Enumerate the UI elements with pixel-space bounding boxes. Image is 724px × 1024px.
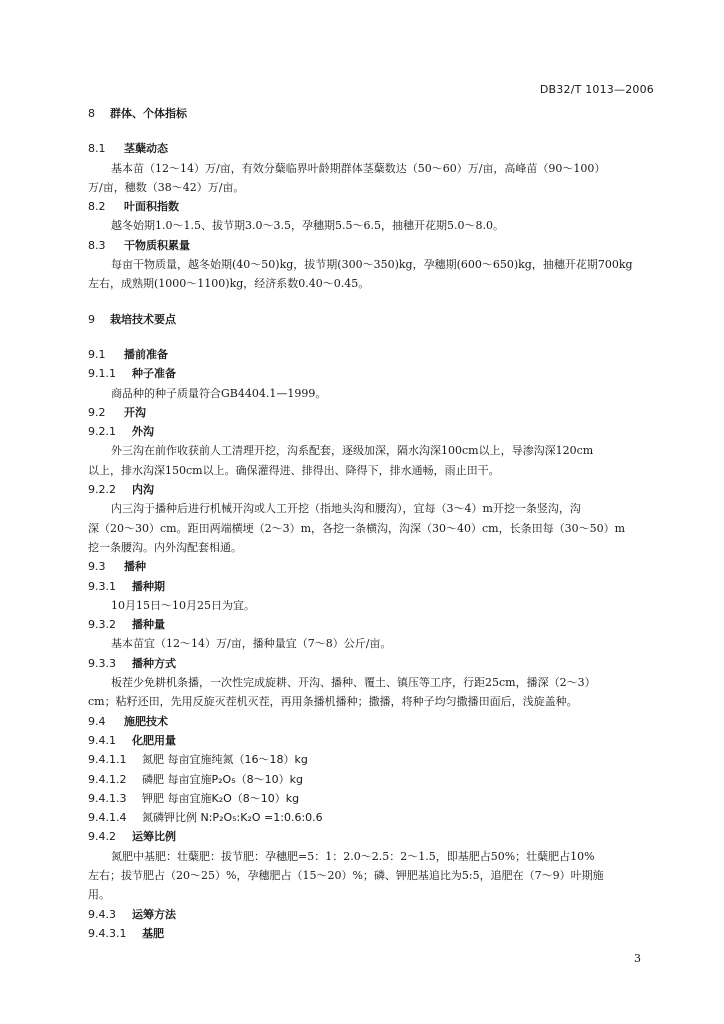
section-number: 8.1 — [88, 142, 106, 156]
section-title: 播前准备 — [124, 347, 168, 361]
document-body — [88, 104, 660, 943]
section-number: 9.3.1 — [88, 579, 116, 593]
section-number: 9.4.1.1 — [88, 753, 127, 767]
section-heading — [88, 827, 660, 846]
section-title: 施肥技术 — [124, 714, 168, 728]
section-heading — [88, 197, 660, 216]
paragraph-continuation: 左右；拔节肥占（20～25）%，孕穗肥占（15～20）%；磷、钾肥基追比为5:5，追肥在（7～9）叶期施 — [88, 868, 604, 882]
section-number: 9.4.1.3 — [88, 791, 127, 805]
section-heading — [88, 905, 660, 924]
section-heading — [88, 422, 660, 441]
section-title: 磷肥 每亩宜施P₂O₅（8～10）kg — [142, 772, 303, 786]
section-title: 种子准备 — [132, 367, 176, 381]
paragraph-line: 10月15日～10月25日为宜。 — [111, 598, 255, 612]
section-number: 9.2 — [88, 405, 106, 419]
section-number: 9.4.3 — [88, 907, 116, 921]
section-title: 外沟 — [132, 425, 154, 439]
section-number: 8 — [88, 107, 95, 120]
section-heading — [88, 345, 660, 364]
paragraph-line: 基本苗宜（12～14）万/亩，播种量宜（7～8）公斤/亩。 — [111, 637, 392, 651]
section-number: 9.3.3 — [88, 656, 116, 670]
section-heading — [88, 236, 660, 255]
section-number: 9.4.1.2 — [88, 772, 127, 786]
section-number: 9.1.1 — [88, 367, 116, 381]
paragraph-continuation: 左右，成熟期(1000～1100)kg，经济系数0.40～0.45。 — [88, 277, 370, 291]
section-number: 8.3 — [88, 238, 106, 252]
page-number: 3 — [634, 952, 641, 965]
section-heading — [88, 924, 660, 943]
paragraph-line: 越冬始期1.0～1.5、拔节期3.0～3.5，孕穗期5.5～6.5，抽穗开花期5.0～8.0。 — [111, 219, 504, 233]
section-heading — [88, 310, 660, 329]
section-title: 氮磷钾比例 N:P₂O₅:K₂O =1:0.6:0.6 — [142, 811, 323, 825]
section-title: 茎蘖动态 — [124, 142, 168, 156]
paragraph-continuation: 用。 — [88, 888, 110, 902]
section-number: 9.3.2 — [88, 618, 116, 632]
section-number: 9.4.2 — [88, 830, 116, 844]
section-heading — [88, 712, 660, 731]
section-number: 9.4.3.1 — [88, 926, 127, 940]
section-heading — [88, 139, 660, 158]
section-title: 钾肥 每亩宜施K₂O（8～10）kg — [142, 791, 300, 805]
section-title: 基肥 — [142, 926, 164, 940]
paragraph-line: 每亩干物质量，越冬始期(40～50)kg，拔节期(300～350)kg，孕穗期(600～650)kg，抽穗开花期700kg — [111, 258, 633, 272]
section-title: 播种量 — [132, 618, 165, 632]
section-title: 群体、个体指标 — [110, 107, 187, 120]
section-title: 化肥用量 — [132, 733, 176, 747]
paragraph-line: 外三沟在前作收获前人工清理开挖，沟系配套，逐级加深，隔水沟深100cm以上，导渗沟深120cm — [111, 444, 594, 458]
section-number: 9.1 — [88, 347, 106, 361]
section-gap — [88, 329, 660, 345]
section-heading — [88, 557, 660, 576]
section-heading — [88, 731, 660, 750]
paragraph-continuation: 万/亩，穗数（38～42）万/亩。 — [88, 180, 245, 194]
section-heading — [88, 615, 660, 634]
paragraph-continuation: cm；粘籽还田，先用反旋灭茬机灭茬，再用条播机播种；撒播，将种子均匀撒播田面后，浅旋盖种。 — [88, 695, 578, 709]
section-title: 内沟 — [132, 483, 154, 497]
section-number: 9.3 — [88, 560, 106, 574]
section-title: 运筹方法 — [132, 907, 176, 921]
section-title: 运筹比例 — [132, 830, 176, 844]
section-title: 氮肥 每亩宜施纯氮（16～18）kg — [142, 753, 308, 767]
section-heading — [88, 577, 660, 596]
standard-number: DB32/T 1013—2006 — [539, 83, 654, 96]
section-title: 栽培技术要点 — [110, 312, 176, 326]
section-heading — [88, 104, 660, 123]
section-number: 9.4.1.4 — [88, 811, 127, 825]
paragraph-continuation: 以上，排水沟深150cm以上。确保灌得进、排得出、降得下，排水通畅，雨止田干。 — [88, 463, 500, 477]
section-title: 叶面积指数 — [124, 200, 179, 214]
paragraph-line: 基本苗（12～14）万/亩，有效分蘖临界叶龄期群体茎蘖数达（50～60）万/亩，高峰苗（90～100） — [111, 161, 606, 175]
section-number: 9.2.1 — [88, 425, 116, 439]
paragraph-continuation: 深（20～30）cm。距田两端横埂（2～3）m，各挖一条横沟，沟深（30～40）cm，长条田每（30～50）m — [88, 521, 626, 535]
section-heading — [88, 789, 660, 808]
section-heading — [88, 480, 660, 499]
section-heading — [88, 770, 660, 789]
section-heading — [88, 750, 660, 769]
section-number: 8.2 — [88, 200, 106, 214]
paragraph-line: 板茬少免耕机条播，一次性完成旋耕、开沟、播种、覆土、镇压等工序，行距25cm，播深（2～3） — [111, 676, 596, 690]
paragraph-continuation: 挖一条腰沟。内外沟配套相通。 — [88, 540, 242, 554]
section-heading — [88, 808, 660, 827]
paragraph-line: 商品种的种子质量符合GB4404.1—1999。 — [111, 386, 327, 400]
section-title: 播种期 — [132, 579, 165, 593]
section-number: 9 — [88, 312, 95, 326]
section-title: 干物质积累量 — [124, 238, 190, 252]
paragraph-line: 内三沟于播种后进行机械开沟或人工开挖（指地头沟和腰沟），宜每（3～4）m开挖一条竖沟，沟 — [111, 502, 581, 516]
section-gap — [88, 123, 660, 139]
section-heading — [88, 403, 660, 422]
section-number: 9.4 — [88, 714, 106, 728]
section-number: 9.2.2 — [88, 483, 116, 497]
section-title: 播种 — [124, 560, 146, 574]
section-heading — [88, 364, 660, 383]
section-gap — [88, 294, 660, 310]
section-title: 播种方式 — [132, 656, 176, 670]
paragraph-line: 氮肥中基肥：壮蘖肥：拔节肥：孕穗肥=5：1：2.0～2.5：2～1.5，即基肥占50%；壮蘖肥占10% — [111, 849, 595, 863]
section-number: 9.4.1 — [88, 733, 116, 747]
section-title: 开沟 — [124, 405, 146, 419]
section-heading — [88, 654, 660, 673]
